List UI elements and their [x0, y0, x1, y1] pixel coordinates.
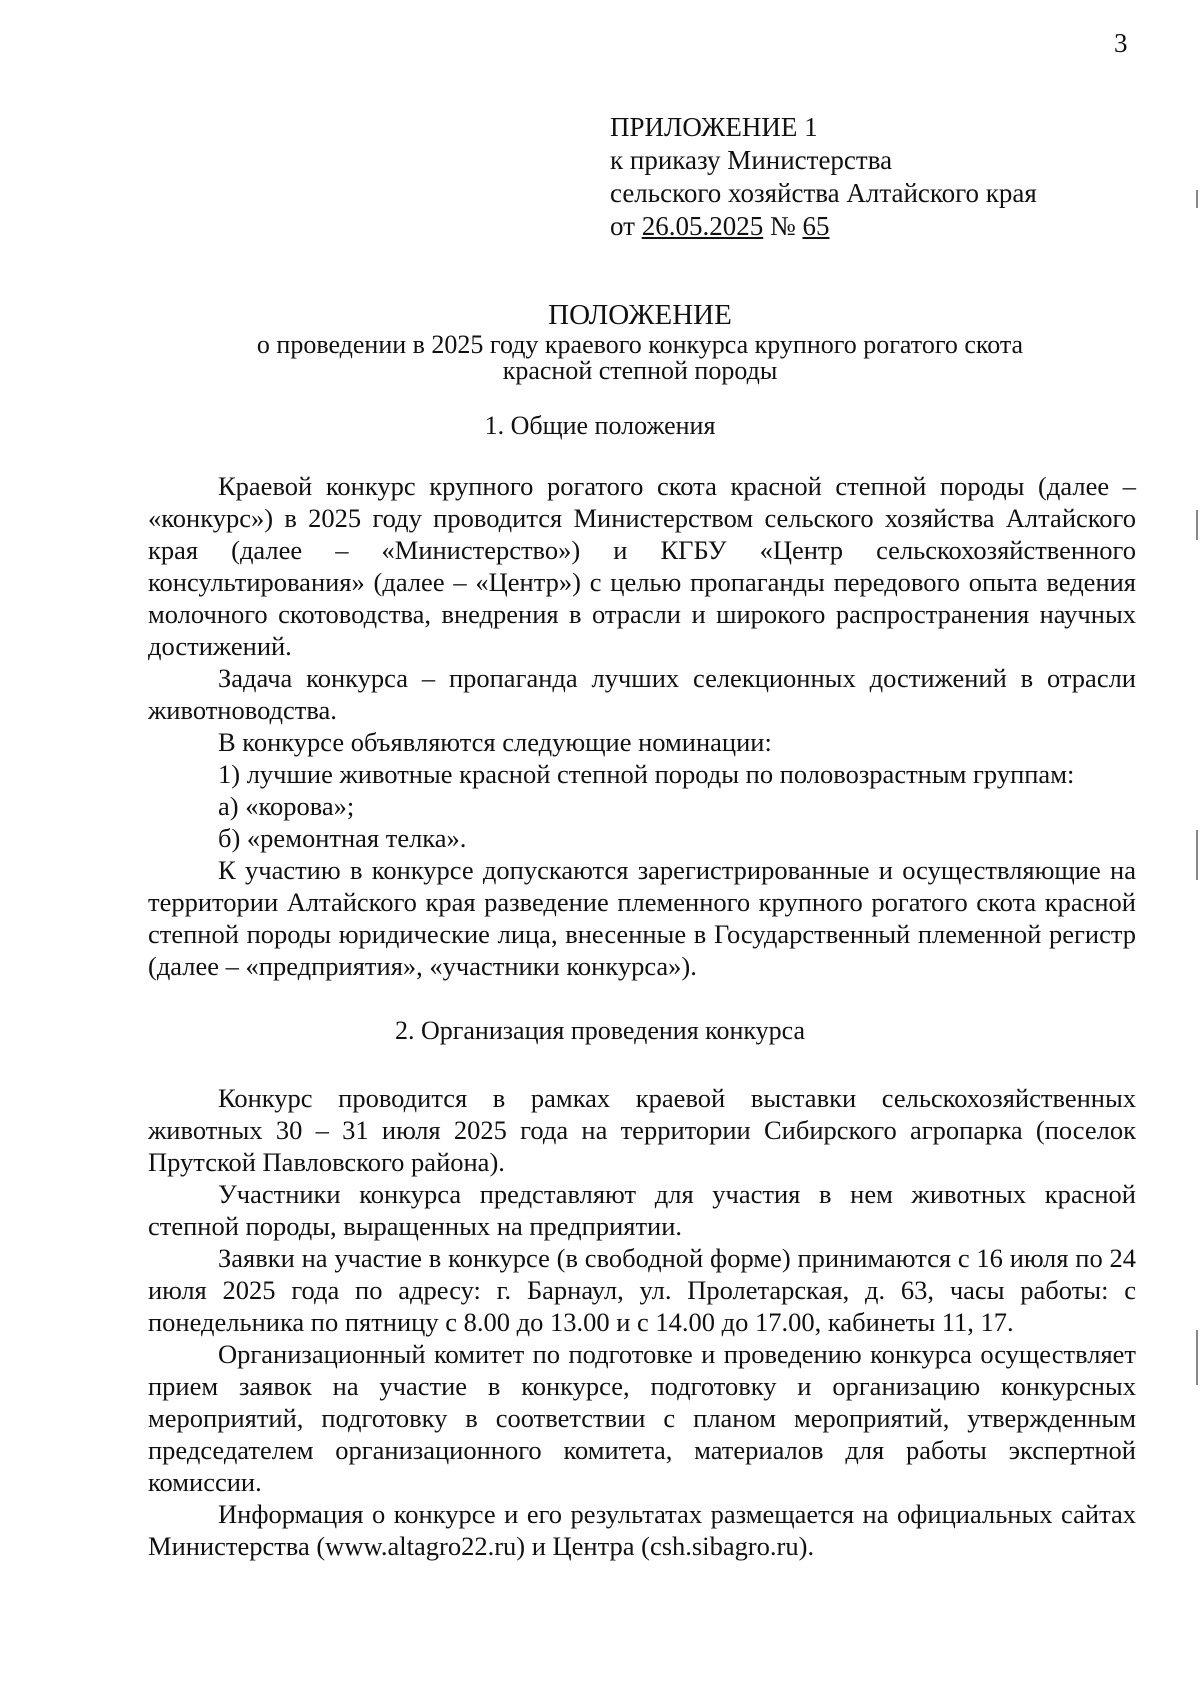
appendix-number-sign: №	[763, 211, 803, 241]
section-1-paragraph: В конкурсе объявляются следующие номинации:	[218, 727, 772, 757]
section-2-paragraph: Конкурс проводится в рамках краевой выставки сельскохозяйственных животных 30 – 31 июля 2025 года на территории Сибирского агропарка (поселок Прутской Павловского района).	[148, 1083, 1136, 1177]
scan-edge-mark	[1196, 510, 1198, 540]
scan-edge-mark	[1196, 830, 1198, 880]
title-block	[0, 298, 1200, 384]
scan-edge-mark	[1196, 1330, 1198, 1385]
appendix-date-line	[610, 210, 1037, 243]
scan-edge-mark	[1196, 190, 1198, 208]
section-1-paragraph: Краевой конкурс крупного рогатого скота красной степной породы (далее – «конкурс») в 2025 году проводится Министерством сельского хозяйства Алтайского края (далее – «Министерство») и КГБУ «Центр сельскохозяйственного консультирования» (далее – «Центр») с целью пропаганды передового опыта ведения молочного скотоводства, внедрения в отрасли и широкого распространения научных достижений.	[148, 471, 1136, 661]
section-2-paragraph: Информация о конкурсе и его результатах размещается на официальных сайтах Министерства (www.altagro22.ru) и Центра (csh.sibagro.ru).	[148, 1499, 1136, 1561]
appendix-order-line: к приказу Министерства	[610, 145, 893, 175]
section-1-body	[148, 470, 1136, 982]
section-1-heading: 1. Общие положения	[484, 411, 716, 440]
section-2-heading: 2. Организация проведения конкурса	[394, 1016, 806, 1045]
appendix-ministry-line: сельского хозяйства Алтайского края	[610, 178, 1037, 208]
appendix-number: 65	[802, 211, 830, 241]
appendix-date-prefix: от	[610, 211, 642, 241]
section-1-paragraph: Задача конкурса – пропаганда лучших селекционных достижений в отрасли животноводства.	[148, 663, 1136, 725]
appendix-title: ПРИЛОЖЕНИЕ 1	[610, 112, 818, 142]
section-1-list-item: а) «корова»;	[218, 791, 355, 821]
section-1-list-item: б) «ремонтная телка».	[218, 823, 467, 853]
appendix-block	[610, 111, 1037, 243]
document-title: ПОЛОЖЕНИЕ	[548, 299, 732, 331]
section-2-paragraph: Участники конкурса представляют для участия в нем животных красной степной породы, выращенных на предприятии.	[148, 1179, 1136, 1241]
appendix-date: 26.05.2025	[641, 211, 764, 241]
section-1-paragraph: К участию в конкурсе допускаются зарегистрированные и осуществляющие на территории Алтайского края разведение племенного крупного рогатого скота красной степной породы юридические лица, внесенные в Государственный племенной регистр (далее – «предприятия», «участники конкурса»).	[148, 855, 1136, 981]
section-2-paragraph: Заявки на участие в конкурсе (в свободной форме) принимаются с 16 июля по 24 июля 2025 года по адресу: г. Барнаул, ул. Пролетарская, д. 63, часы работы: с понедельника по пятницу с 8.00 до 13.00 и с 14.00 до 17.00, кабинеты 11, 17.	[148, 1243, 1136, 1337]
section-2-body	[148, 1082, 1136, 1562]
document-subtitle-line1: о проведении в 2025 году краевого конкурса крупного рогатого скота	[256, 330, 1024, 359]
section-2-paragraph: Организационный комитет по подготовке и проведению конкурса осуществляет прием заявок на участие в конкурсе, подготовку и организацию конкурсных мероприятий, подготовку в соответствии с планом мероприятий, утвержденным председателем организационного комитета, материалов для работы экспертной комиссии.	[148, 1339, 1136, 1497]
section-1-paragraph: 1) лучшие животные красной степной породы по половозрастным группам:	[218, 759, 1075, 789]
document-subtitle-line2: красной степной породы	[502, 356, 778, 385]
page-number: 3	[1114, 28, 1128, 58]
